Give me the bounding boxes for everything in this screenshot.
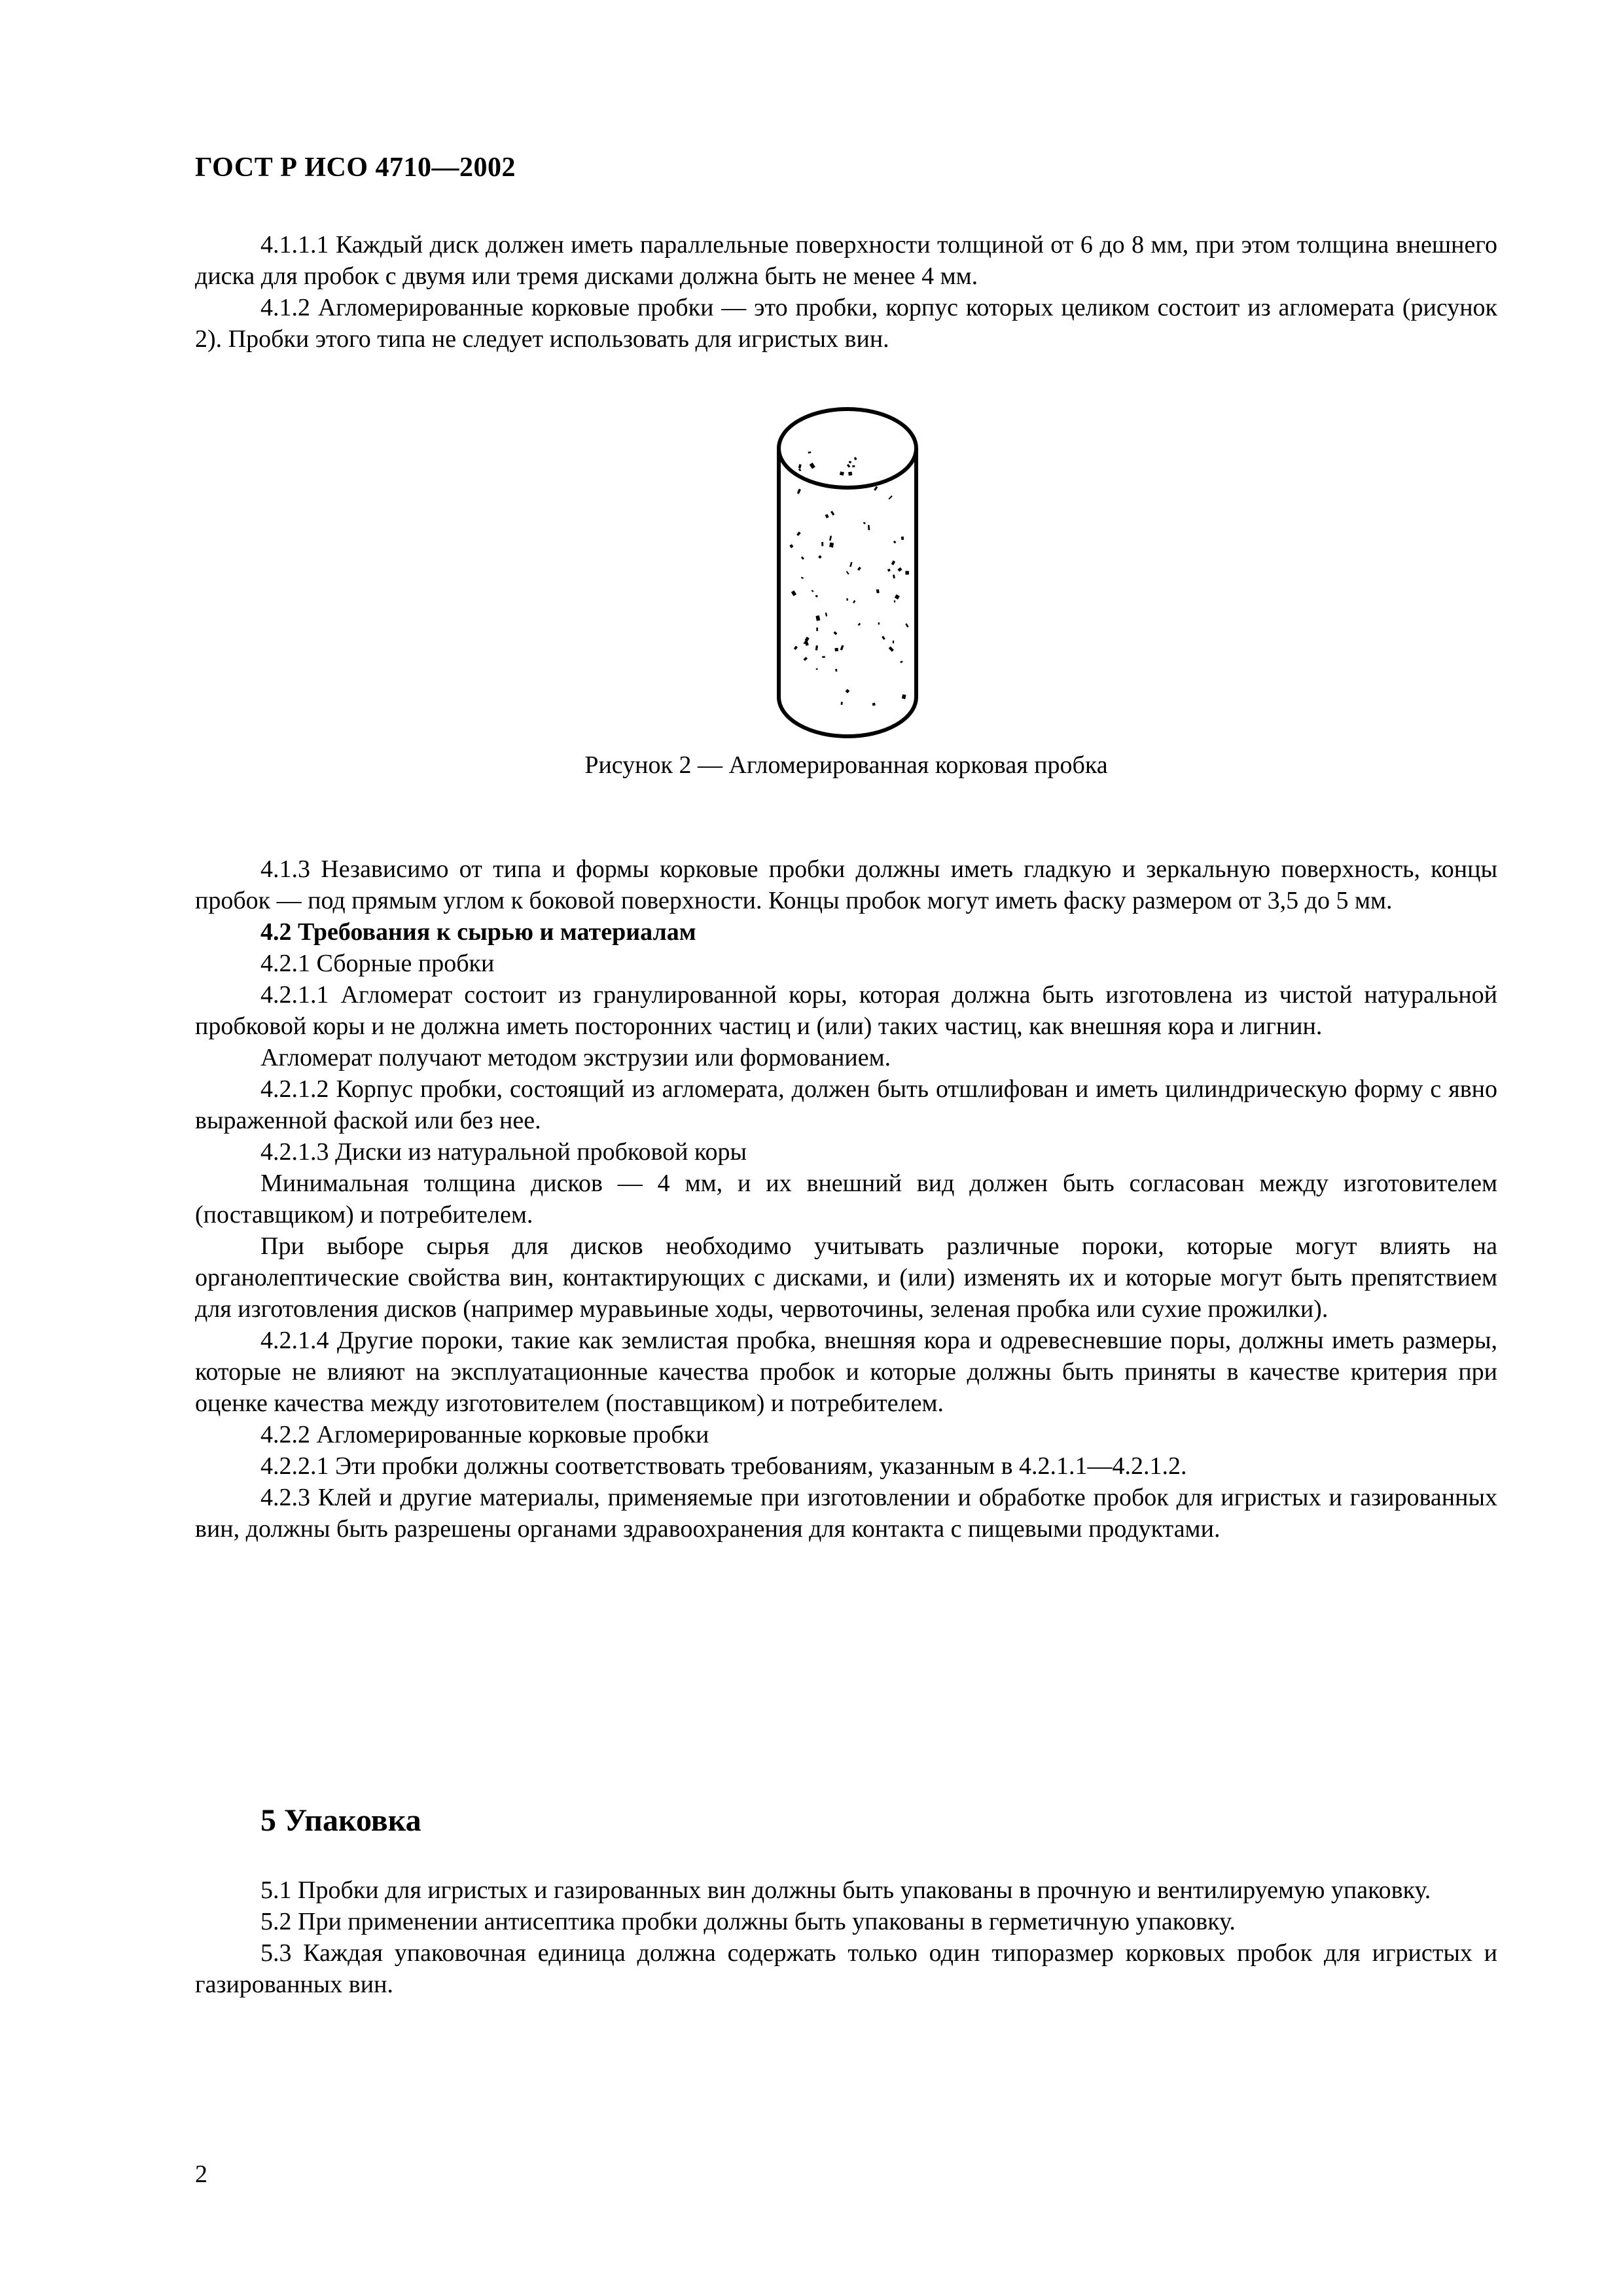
- paragraph-5-2: 5.2 При применении антисептика пробки должны быть упакованы в герметичную упаковку.: [260, 1908, 1236, 1935]
- cork-speckle: [905, 623, 908, 628]
- cork-speckle: [804, 656, 808, 660]
- cork-speckle: [882, 636, 885, 639]
- subsection-heading-4-2: 4.2 Требования к сырью и материалам: [260, 918, 696, 946]
- cork-speckle: [835, 669, 837, 672]
- paragraph-4-2-2-1: 4.2.2.1 Эти пробки должны соответствовать требованиям, указанным в 4.2.1.1—4.2.1.2.: [260, 1452, 1187, 1480]
- middle-text-block: [195, 853, 1497, 1545]
- cork-speckle: [830, 511, 834, 515]
- cork-speckle: [798, 464, 802, 469]
- cork-speckle: [897, 567, 902, 572]
- cork-speckle: [852, 465, 855, 467]
- cork-top-ellipse: [779, 409, 916, 488]
- cork-speckle: [902, 694, 906, 700]
- cork-speckle: [878, 622, 880, 624]
- cork-speckle: [876, 589, 880, 593]
- cork-speckle: [868, 525, 870, 530]
- paragraph-4-1-1-1: 4.1.1.1 Каждый диск должен иметь параллельные поверхности толщиной от 6 до 8 мм, при этом толщина внешнего диска для пробок с двумя или тремя дисками должна быть не менее 4 мм.: [195, 231, 1497, 290]
- cork-speckle: [846, 689, 850, 694]
- cork-speckle: [849, 562, 852, 567]
- cork-speckle: [841, 702, 843, 705]
- bottom-text-block: [195, 1874, 1497, 2000]
- cork-speckle: [849, 461, 851, 463]
- cork-speckle: [815, 615, 820, 621]
- cork-stopper-illustration: [759, 393, 936, 746]
- cork-speckles: [789, 452, 909, 706]
- cork-speckle: [818, 555, 822, 559]
- cork-speckle: [857, 567, 861, 571]
- cork-speckle: [815, 645, 818, 651]
- cork-speckle: [894, 600, 895, 602]
- cork-speckle: [846, 571, 849, 575]
- cork-speckle: [905, 571, 909, 575]
- cork-speckle: [893, 575, 895, 579]
- cork-speckle: [810, 463, 815, 469]
- cork-speckle: [893, 641, 894, 643]
- cork-speckle: [848, 472, 852, 476]
- cork-speckle: [900, 660, 902, 663]
- paragraph-4-2-1-3: 4.2.1.3 Диски из натуральной пробковой коры: [260, 1138, 747, 1166]
- paragraph-4-2-1-1: 4.2.1.1 Агломерат состоит из гранулированной коры, которая должна быть изготовлена из чистой натуральной пробковой коры и не должна иметь посторонних частиц и (или) таких частиц, как внешняя кора и лигнин.: [195, 981, 1497, 1040]
- top-text-block: [195, 229, 1497, 355]
- paragraph-disk-thickness: Минимальная толщина дисков — 4 мм, и их внешний вид должен быть согласован между изготовителем (поставщиком) и потребителем.: [195, 1170, 1497, 1229]
- cork-speckle: [888, 495, 892, 499]
- paragraph-4-2-1-4: 4.2.1.4 Другие пороки, такие как землистая пробка, внешняя кора и одревесневшие поры, должны иметь размеры, которые не влияют на эксплуатационные качества пробок и которые должны быть приняты в качестве критерия при оценке качества между изготовителем (поставщиком) и потребителем.: [195, 1327, 1497, 1417]
- cork-speckle: [829, 543, 834, 548]
- cork-speckle: [829, 535, 832, 541]
- cork-speckle: [801, 577, 804, 579]
- section-heading-5: 5 Упаковка: [260, 1803, 421, 1838]
- cork-speckle: [893, 541, 897, 544]
- paragraph-4-2-3: 4.2.3 Клей и другие материалы, применяемые при изготовлении и обработке пробок для игристых и газированных вин, должны быть разрешены органами здравоохранения для контакта с пищевыми продуктами.: [195, 1484, 1497, 1543]
- cork-speckle: [815, 668, 817, 670]
- paragraph-4-2-1-2: 4.2.1.2 Корпус пробки, состоящий из агломерата, должен быть отшлифован и иметь цилиндрическую форму с явно выраженной фаской или без нее.: [195, 1075, 1497, 1134]
- cork-speckle: [847, 464, 850, 468]
- cork-speckle: [808, 452, 812, 454]
- cork-speckle: [846, 598, 848, 601]
- cork-speckle: [889, 646, 894, 651]
- cork-speckle: [895, 594, 900, 600]
- cork-speckle: [815, 595, 818, 598]
- paragraph-4-1-3: 4.1.3 Независимо от типа и формы корковые пробки должны иметь гладкую и зеркальную поверхность, концы пробок — под прямым углом к боковой поверхности. Концы пробок могут иметь фаску размером от 3,5 до 5 мм.: [195, 855, 1497, 914]
- cork-speckle: [794, 646, 798, 651]
- cork-speckle: [835, 648, 839, 651]
- cork-speckle: [833, 631, 837, 635]
- cork-speckle: [858, 623, 861, 626]
- cork-speckle: [789, 544, 793, 548]
- cork-speckle: [825, 613, 827, 617]
- cork-speckle: [891, 560, 895, 565]
- paragraph-5-1: 5.1 Пробки для игристых и газированных вин должны быть упакованы в прочную и вентилируемую упаковку.: [260, 1876, 1431, 1904]
- figure-agglomerated-cork: [759, 393, 936, 746]
- paragraph-raw-material-defects: При выборе сырья для дисков необходимо учитывать различные пороки, которые могут влиять на органолептические свойства вин, контактирующих с дисками, и (или) изменять их и которые могут быть препятствием для изготовления дисков (например муравьиные ходы, червоточины, зеленая пробка или сухие прожилки).: [195, 1232, 1497, 1323]
- cork-speckle: [840, 471, 844, 476]
- figure-caption: Рисунок 2 — Агломерированная корковая пробка: [584, 751, 1108, 779]
- cork-speckle: [863, 522, 866, 524]
- cork-speckle: [801, 556, 804, 560]
- paragraph-5-3: 5.3 Каждая упаковочная единица должна содержать только один типоразмер корковых пробок для игристых и газированных вин.: [195, 1939, 1497, 1998]
- cork-speckle: [821, 542, 823, 546]
- cork-speckle: [840, 645, 844, 651]
- cork-speckle: [854, 457, 857, 460]
- cork-speckle: [797, 489, 801, 494]
- cork-speckle: [822, 656, 825, 658]
- paragraph-agglomerate-method: Агломерат получают методом экструзии или формованием.: [260, 1044, 891, 1071]
- cork-bottom-arc: [779, 697, 916, 736]
- cork-speckle: [798, 469, 802, 472]
- cork-speckle: [901, 537, 904, 540]
- cork-speckle: [812, 590, 814, 592]
- cork-speckle: [872, 703, 876, 706]
- cork-speckle: [874, 486, 878, 491]
- cork-speckle: [816, 628, 818, 631]
- cork-speckle: [853, 600, 855, 603]
- paragraph-4-2-2: 4.2.2 Агломерированные корковые пробки: [260, 1421, 709, 1448]
- page-number: 2: [195, 2161, 207, 2188]
- paragraph-4-2-1: 4.2.1 Сборные пробки: [260, 950, 495, 977]
- cork-speckle: [825, 514, 829, 518]
- cork-speckle: [887, 569, 891, 572]
- paragraph-4-1-2: 4.1.2 Агломерированные корковые пробки — это пробки, корпус которых целиком состоит из агломерата (рисунок 2). Пробки этого типа не следует использовать для игристых вин.: [195, 294, 1497, 353]
- cork-speckle: [796, 531, 801, 536]
- cork-speckle: [791, 590, 796, 596]
- page-header: ГОСТ Р ИСО 4710—2002: [195, 152, 516, 183]
